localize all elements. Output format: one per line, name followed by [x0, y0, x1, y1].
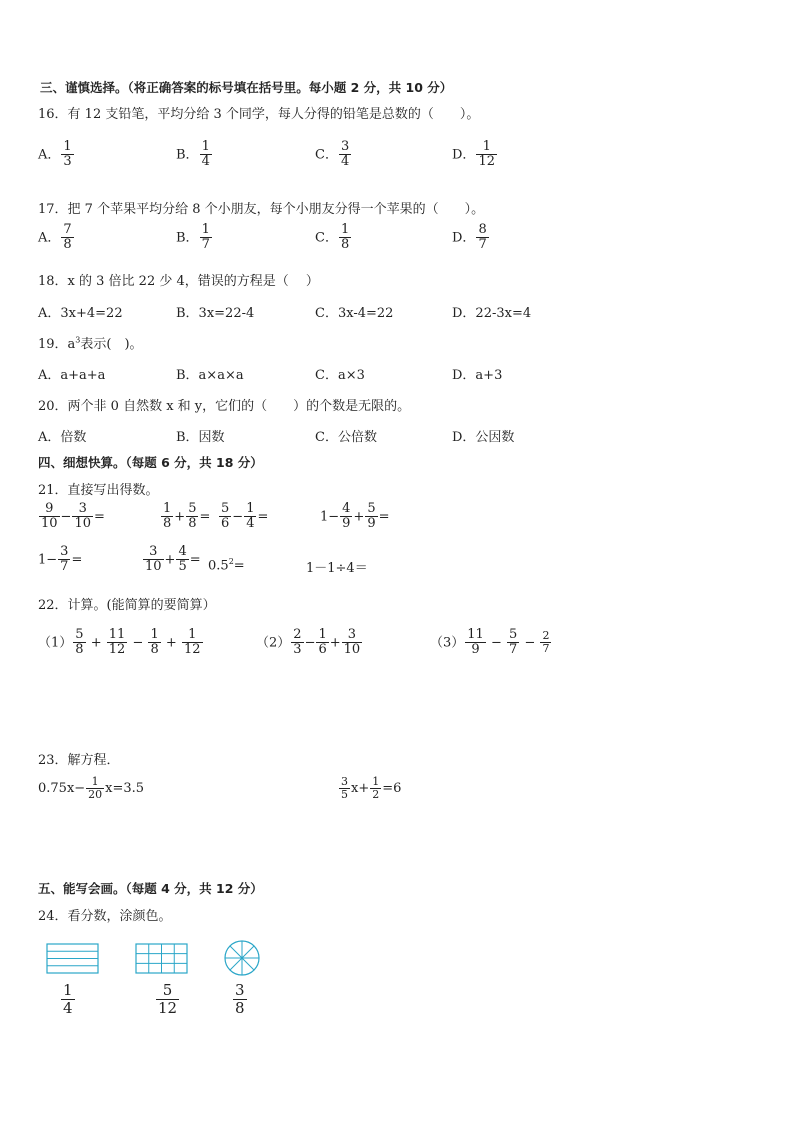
- q17-option-d: D． $\frac{8}{7}$: [452, 222, 487, 253]
- q18-text: 18．x 的 3 倍比 22 少 4，错误的方程是（ ）: [38, 274, 319, 289]
- q24-text: 24．看分数，涂颜色。: [38, 909, 172, 924]
- q16-text: 16．有 12 支铅笔，平均分给 3 个同学，每人分得的铅笔是总数的（ ）。: [38, 107, 480, 122]
- q18-option-c: C．3x-4=22: [315, 306, 394, 321]
- q24-figure-2-fraction: $\frac{5}{12}$: [158, 981, 178, 1017]
- q20-text: 20．两个非 0 自然数 x 和 y，它们的（ ）的个数是无限的。: [38, 399, 411, 414]
- q19-option-d: D．a+3: [452, 368, 503, 383]
- q19-option-b: B．a×a×a: [176, 368, 244, 383]
- q24-figure-circle-sectors[interactable]: [223, 939, 261, 977]
- q17-text: 17．把 7 个苹果平均分给 8 个小朋友，每个小朋友分得一个苹果的（ ）。: [38, 202, 485, 217]
- q21-expr-5: 1− $\frac{3}{7}$ =: [38, 544, 83, 575]
- q21-expr-2: $\frac{1}{8}$ + $\frac{5}{8}$ =: [163, 501, 211, 532]
- q17-option-b: B． $\frac{1}{7}$: [176, 222, 210, 253]
- q21-expr-3: $\frac{5}{6}$ − $\frac{1}{4}$ =: [221, 501, 269, 532]
- q21-expr-1: $\frac{9}{10}$ − $\frac{3}{10}$ =: [41, 501, 105, 532]
- q20-option-d: D．公因数: [452, 430, 515, 445]
- q24-figure-rectangle-strips[interactable]: [46, 943, 100, 975]
- q22-problem-1: （1） $\frac{5}{8}$ + $\frac{11}{12}$ − $\frac{1}{8}$ + $\frac{1}{12}$: [38, 627, 201, 658]
- q24-figure-3-fraction: $\frac{3}{8}$: [235, 981, 245, 1017]
- q22-problem-2: （2） $\frac{2}{3}$ − $\frac{1}{6}$ + $\frac{3}{10}$: [256, 627, 361, 658]
- q24-figure-1-fraction: $\frac{1}{4}$: [63, 981, 73, 1017]
- section-4-title: 四、细想快算。（每题 6 分，共 18 分）: [38, 455, 263, 470]
- q21-text: 21．直接写出得数。: [38, 483, 159, 498]
- q22-text: 22．计算。(能简算的要简算）: [38, 598, 216, 613]
- q16-option-b: B． $\frac{1}{4}$: [176, 139, 210, 170]
- q19-text: 19．$a^3$表示( )。: [38, 335, 143, 352]
- q19-option-c: C．a×3: [315, 368, 365, 383]
- q23-equation-1: 0.75x− $\frac{1}{20}$ x=3.5: [38, 775, 145, 802]
- q16-option-c: C． $\frac{3}{4}$: [315, 139, 350, 170]
- q19-option-a: A．a+a+a: [38, 368, 106, 383]
- q16-option-a: A． $\frac{1}{3}$: [38, 139, 72, 170]
- q16-option-d: D． $\frac{1}{12}$: [452, 139, 495, 170]
- q20-option-c: C．公倍数: [315, 430, 377, 445]
- q18-option-b: B．3x=22-4: [176, 306, 255, 321]
- q17-option-a: A． $\frac{7}{8}$: [38, 222, 72, 253]
- q23-text: 23．解方程．: [38, 753, 120, 768]
- q21-expr-7: $0.5^2=$: [208, 557, 245, 574]
- q20-option-a: A．倍数: [38, 430, 87, 445]
- q24-figure-rectangle-grid[interactable]: [135, 943, 189, 975]
- q17-option-c: C． $\frac{1}{8}$: [315, 222, 350, 253]
- q22-problem-3: （3） $\frac{11}{9}$ − $\frac{5}{7}$ − $\frac{2}{7}$: [430, 627, 550, 658]
- q23-equation-2: $\frac{3}{5}$ x+ $\frac{1}{2}$ =6: [341, 775, 402, 802]
- q21-expr-6: $\frac{3}{10}$ + $\frac{4}{5}$ =: [145, 544, 201, 575]
- q21-expr-4: 1− $\frac{4}{9}$ + $\frac{5}{9}$ =: [320, 501, 390, 532]
- q18-option-d: D．22-3x=4: [452, 306, 532, 321]
- section-5-title: 五、能写会画。（每题 4 分，共 12 分）: [38, 881, 263, 896]
- q21-expr-8: 1－1÷4＝: [306, 561, 368, 576]
- section-3-title: 三、谨慎选择。（将正确答案的标号填在括号里。每小题 2 分，共 10 分）: [40, 80, 453, 95]
- q18-option-a: A．3x+4=22: [38, 306, 123, 321]
- q20-option-b: B．因数: [176, 430, 225, 445]
